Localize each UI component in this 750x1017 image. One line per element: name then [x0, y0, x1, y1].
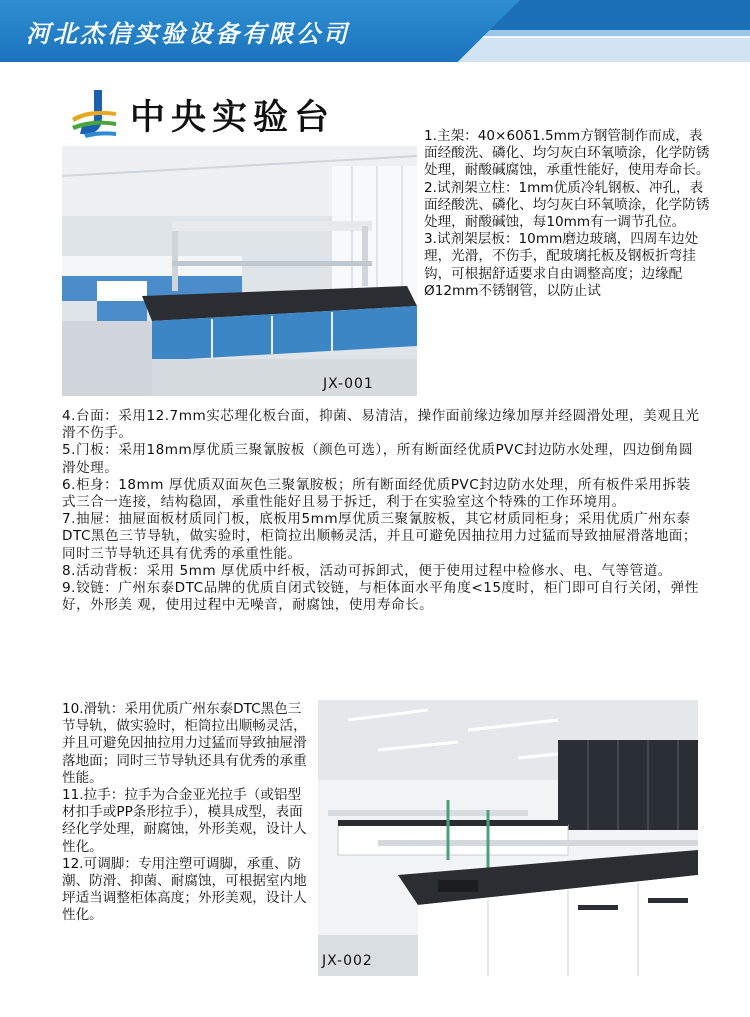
header-banner — [0, 0, 750, 62]
spec-item: 4.台面：采用12.7mm实芯理化板台面，抑菌、易清洁，操作面前缘边缘加厚并经圆滑处理，美观且光滑不伤手。 — [62, 408, 700, 442]
spec-item: 1.主架：40×60δ1.5mm方钢管制作而成，表面经酸洗、磷化、均匀灰白环氧喷涂，化学防锈处理，耐酸碱腐蚀，承重性能好，使用寿命长。 — [424, 128, 710, 179]
spec-item: 9.铰链：广州东泰DTC品牌的优质自闭式铰链，与柜体面水平角度<15度时，柜门即可自行关闭，弹性好，外形美 观，使用过程中无噪音，耐腐蚀，使用寿命长。 — [62, 580, 699, 614]
company-name: 河北杰信实验设备有限公司 — [26, 20, 350, 48]
lab-bench-illustration — [62, 146, 417, 396]
spec-item: 6.柜身：18mm 厚优质双面灰色三聚氰胺板；所有断面经优质PVC封边防水处理，所有板件采用拆装式三合一连接，结构稳固，承重性能好且易于拆迁，利于在实验室这个特殊的工作环境用。 — [62, 476, 691, 511]
lab-bench-photo — [62, 146, 417, 396]
spec-list-left — [62, 701, 312, 925]
spec-item: 3.试剂架层板：10mm磨边玻璃，四周车边处理，光滑，不伤手，配玻璃托板及钢板折弯挂钩，可根据舒适要求自由调整高度；边缘配Ø12mm不锈钢管，以防止试 — [424, 231, 699, 299]
header-stripe — [440, 38, 750, 62]
company-logo — [70, 88, 118, 138]
header-stripe — [470, 30, 750, 36]
spec-item: 8.活动背板：采用 5mm 厚优质中纤板，活动可拆卸式，便于使用过程中检修水、电、气等管道。 — [62, 562, 672, 579]
spec-list-full — [62, 408, 702, 614]
spec-item: 7.抽屉：抽屉面板材质同门板，底板用5mm厚优质三聚氰胺板，其它材质同柜身；采用优质广州东泰 DTC黑色三节导轨，做实验时，柜筒拉出顺畅灵活，并且可避免因抽拉用力过猛而导致抽屉滑落地面；同时三节导轨还具有优秀的承重性能。 — [62, 511, 697, 562]
spec-item: 10.滑轨：采用优质广州东泰DTC黑色三节导轨，做实验时，柜筒拉出顺畅灵活，并且可避免因抽拉用力过猛而导致抽屉滑落地面；同时三节导轨还具有优秀的承重性能。 — [62, 701, 307, 786]
lab-room-illustration — [318, 700, 698, 976]
spec-list-right — [424, 128, 716, 300]
product-title: 中央实验台 — [130, 97, 336, 138]
spec-item: 2.试剂架立柱：1mm优质冷轧钢板、冲孔，表面经酸洗、磷化、均匀灰白环氧喷涂，化学防锈处理，耐酸碱蚀，每10mm有一调节孔位。 — [424, 179, 710, 231]
spec-item: 11.拉手：拉手为合金亚光拉手（或铝型材扣手或PP条形拉手），模具成型，表面经化学处理，耐腐蚀，外形美观，设计人性化。 — [62, 787, 307, 855]
photo-caption: JX-001 — [323, 376, 374, 392]
lab-room-photo — [318, 700, 698, 976]
spec-item: 12.可调脚：专用注塑可调脚，承重、防潮、防滑、抑菌、耐腐蚀，可根据室内地坪适当调整柜体高度；外形美观，设计人性化。 — [62, 855, 307, 924]
spec-item: 5.门板：采用18mm厚优质三聚氰胺板（颜色可选），所有断面经优质PVC封边防水处理，四边倒角圆滑处理。 — [62, 442, 694, 476]
photo-caption: JX-002 — [322, 953, 373, 969]
